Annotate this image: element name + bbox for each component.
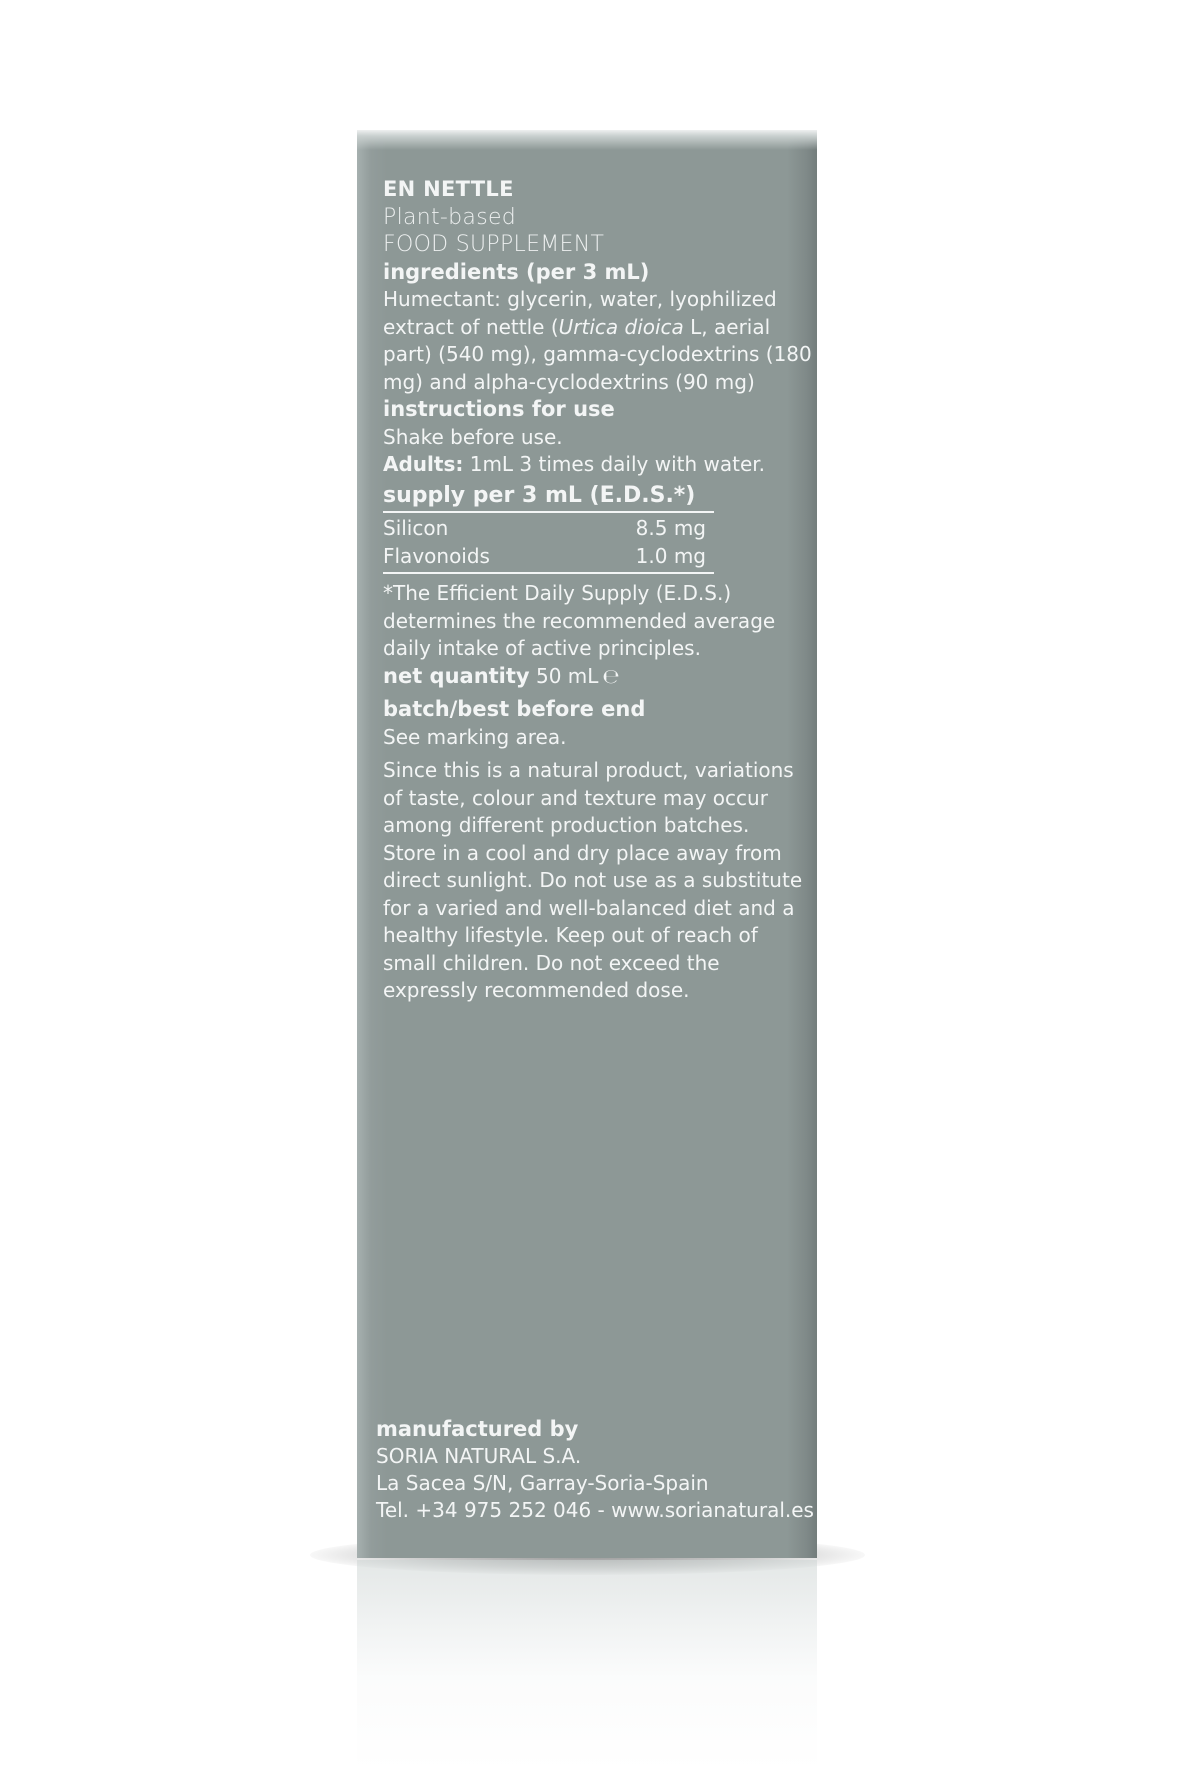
notice-line-4: Store in a cool and dry place away from [383,840,782,865]
table-row [383,543,714,571]
net-quantity [383,663,803,691]
box-reflection [357,1560,817,1772]
notice-line-2: of taste, colour and texture may occur [383,785,768,810]
nutrient-value: 8.5 mg [635,516,706,540]
batch-heading: batch/best before end [383,697,646,721]
product-title: EN NETTLE [383,177,514,201]
manufacturer-block [376,1416,814,1524]
manufacturer-address: La Sacea S/N, Garray-Soria-Spain [376,1471,709,1495]
ingredients-line-2b: L, aerial [683,314,771,339]
adults-label: Adults: [383,452,464,476]
nutrient-name: Silicon [383,516,449,540]
product-box-side [357,130,817,1558]
instructions-line-1: Shake before use. [383,424,563,449]
product-subtitle-2: FOOD SUPPLEMENT [383,232,605,257]
instructions-line-2 [383,451,803,479]
notice-line-1: Since this is a natural product, variations [383,758,794,782]
label-panel [383,176,812,1005]
eds-line-1: *The Efficient Daily Supply (E.D.S.) [383,581,732,605]
net-quantity-label: net quantity [383,663,530,688]
adults-text: 1mL 3 times daily with water. [463,452,766,476]
notice-line-8: small children. Do not exceed the [383,950,720,975]
notice-line-5: direct sunlight. Do not use as a substitute [383,868,803,892]
notice-line-6: for a varied and well-balanced diet and a [383,895,795,920]
latin-name: Urtica dioica [558,314,684,339]
batch-text: See marking area. [383,724,567,749]
ingredients-line-1: Humectant: glycerin, water, lyophilized [383,287,777,311]
table-top-rule [383,511,714,513]
estimated-sign-icon: ℮ [602,663,620,688]
notice-line-3: among different production batches. [383,813,750,837]
eds-line-2: determines the recommended average [383,608,776,633]
table-row [383,515,714,543]
nutrient-value: 1.0 mg [635,543,706,568]
notice-line-9: expressly recommended dose. [383,978,690,1002]
nutrient-name: Flavonoids [383,543,490,568]
manufacturer-contact: Tel. +34 975 252 046 - www.sorianatural.es [376,1498,814,1522]
supply-heading: supply per 3 mL (E.D.S.*) [383,482,696,508]
ingredients-heading: ingredients (per 3 mL) [383,259,650,284]
eds-line-3: daily intake of active principles. [383,636,701,660]
ingredients-line-2 [383,314,803,342]
product-subtitle-1: Plant-based [383,204,517,230]
net-quantity-value: 50 mL [529,663,599,688]
table-bottom-rule [383,572,714,574]
manufacturer-heading: manufactured by [376,1417,579,1441]
manufacturer-company: SORIA NATURAL S.A. [376,1444,582,1468]
ingredients-line-4: mg) and alpha-cyclodextrins (90 mg) [383,369,755,394]
notice-line-7: healthy lifestyle. Keep out of reach of [383,923,758,947]
supply-table [383,515,714,570]
ingredients-line-3: part) (540 mg), gamma-cyclodextrins (180 [383,342,812,366]
ingredients-line-2a: extract of nettle ( [383,314,559,339]
instructions-heading: instructions for use [383,397,615,421]
